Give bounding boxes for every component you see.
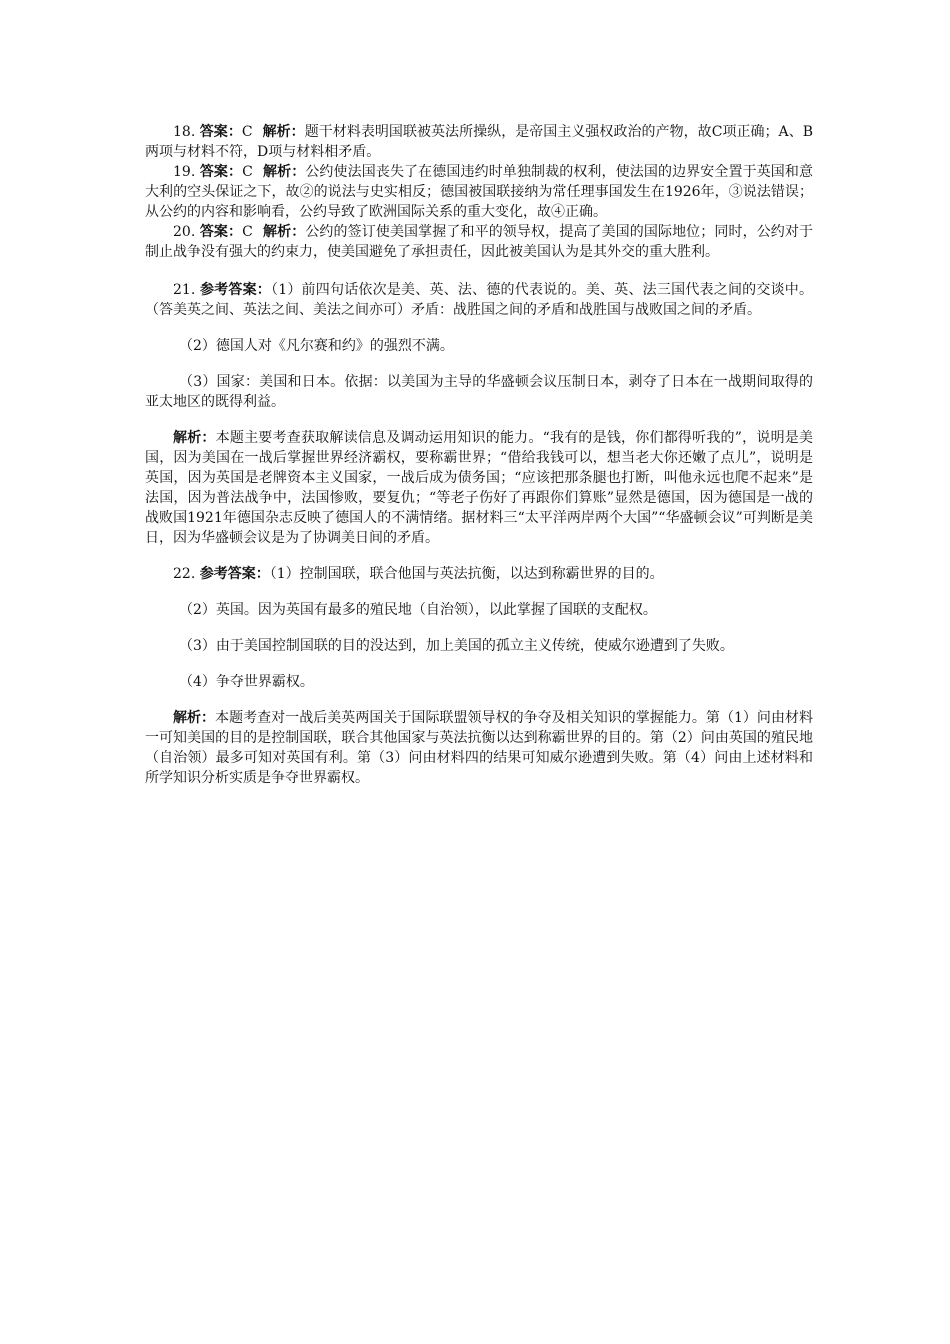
q19-answer-value: C (242, 164, 253, 180)
q19-answer-label: 答案： (199, 164, 243, 180)
q22-part1 (145, 564, 813, 584)
q19-answer (145, 162, 813, 222)
q21-part1-text: （1）前四句话依次是美、英、法、德的代表说的。美、英、法三国代表之间的交谈中。（答美英之间、英法之间、美法之间亦可）矛盾：战胜国之间的矛盾和战胜国与战败国之间的矛盾。 (145, 282, 814, 318)
q22-part4: （4）争夺世界霸权。 (179, 674, 314, 690)
q18-analysis-text: 题干材料表明国联被英法所操纵，是帝国主义强权政治的产物，故C项正确；A、B两项与材料不符，D项与材料相矛盾。 (145, 124, 814, 160)
q21-analysis-text: 本题主要考查获取解读信息及调动运用知识的能力。“我有的是钱，你们都得听我的”，说明是美国，因为美国在一战后掌握世界经济霸权，要称霸世界；“借给我钱可以，想当老大你还嫩了点儿”，说明是英国，因为英国是老牌资本主义国家，一战后成为债务国；“应该把那条腿也打断，叫他永远也爬不起来”是法国，因为普法战争中，法国惨败，要复仇；“等老子伤好了再跟你们算账”显然是德国，因为德国是一战的战败国1921年德国杂志反映了德国人的不满情绪。据材料三“太平洋两岸两个大国”“华盛顿会议”可判断是美日，因为华盛顿会议是为了协调美日间的矛盾。 (145, 430, 814, 546)
q18-number: 18. (173, 124, 196, 140)
q18-answer-value: C (241, 124, 253, 140)
q18-answer (145, 122, 813, 162)
q21-part1 (145, 280, 813, 320)
q22-analysis-label: 解析： (173, 710, 216, 726)
q22-analysis-text: 本题考查对一战后美英两国关于国际联盟领导权的争夺及相关知识的掌握能力。第（1）问由材料一可知美国的目的是控制国联，联合其他国家与英法抗衡以达到称霸世界的目的。第（2）问由英国的殖民地（自治领）最多可知对英国有利。第（3）问由材料四的结果可知威尔逊遭到失败。第（4）问由上述材料和所学知识分析实质是争夺世界霸权。 (145, 710, 814, 786)
q18-analysis-label: 解析： (262, 124, 305, 140)
q21-analysis-label: 解析： (173, 430, 216, 446)
q21-part3: （3）国家：美国和日本。依据：以美国为主导的华盛顿会议压制日本，剥夺了日本在一战期间取得的亚太地区的既得利益。 (145, 374, 813, 410)
q18-answer-label: 答案： (199, 124, 242, 140)
q20-answer-label: 答案： (199, 224, 243, 240)
q22-part3: （3）由于美国控制国联的目的没达到，加上美国的孤立主义传统，使威尔逊遭到了失败。 (179, 638, 734, 654)
q20-analysis-label: 解析： (262, 224, 306, 240)
q22-number: 22. (173, 566, 196, 582)
q20-answer (145, 222, 813, 262)
q21-analysis (145, 428, 813, 548)
q21-ref-label: 参考答案： (199, 282, 272, 298)
q19-analysis-text: 公约使法国丧失了在德国违约时单独制裁的权利，使法国的边界安全置于英国和意大利的空头保证之下，故②的说法与史实相反；德国被国联接纳为常任理事国发生在1926年，③说法错误；从公约的内容和影响看，公约导致了欧洲国际关系的重大变化，故④正确。 (145, 164, 814, 220)
q22-part2: （2）英国。因为英国有最多的殖民地（自治领），以此掌握了国联的支配权。 (179, 602, 657, 618)
q20-number: 20. (173, 224, 196, 240)
q22-ref-label: 参考答案： (199, 566, 270, 582)
answer-document (145, 122, 813, 788)
q21-number: 21. (173, 282, 196, 298)
q20-analysis-text: 公约的签订使美国掌握了和平的领导权，提高了美国的国际地位；同时，公约对于制止战争没有强大的约束力，使美国避免了承担责任，因此被美国认为是其外交的重大胜利。 (145, 224, 814, 260)
q19-number: 19. (173, 164, 196, 180)
q19-analysis-label: 解析： (262, 164, 306, 180)
q22-analysis (145, 708, 813, 788)
q21-part2: （2）德国人对《凡尔赛和约》的强烈不满。 (179, 338, 454, 354)
q22-part1-text: （1）控制国联，联合他国与英法抗衡，以达到称霸世界的目的。 (269, 566, 664, 582)
q20-answer-value: C (242, 224, 253, 240)
